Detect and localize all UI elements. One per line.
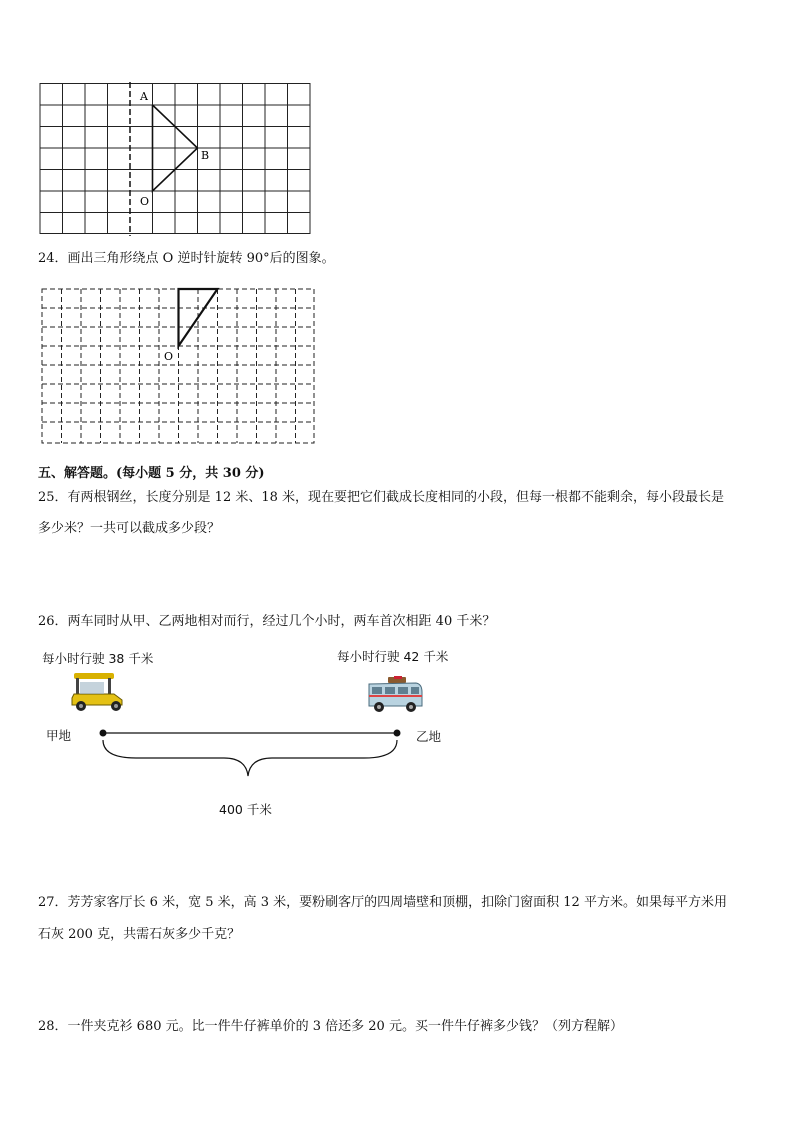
label-o: O xyxy=(164,350,174,363)
question-26-text: 26．两车同时从甲、乙两地相对而行，经过几个小时，两车首次相距 40 千米？ xyxy=(38,614,496,629)
rotation-grid-figure xyxy=(40,287,318,447)
question-27-line2: 石灰 200 克，共需石灰多少千克？ xyxy=(38,927,241,942)
distance-label: 400 千米 xyxy=(219,802,272,817)
label-a: A xyxy=(140,90,148,103)
question-28-text: 28．一件夹克衫 680 元。比一件牛仔裤单价的 3 倍还多 20 元。买一件牛仔裤多少钱？（列方程解） xyxy=(38,1019,623,1034)
place-right-label: 乙地 xyxy=(416,729,442,744)
grid-lines xyxy=(40,84,310,234)
question-24-text: 24．画出三角形绕点 O 逆时针旋转 90°后的图象。 xyxy=(38,251,335,266)
tuktuk-vehicle-icon xyxy=(70,672,126,712)
question-25-line2: 多少米？一共可以截成多少段？ xyxy=(38,521,221,536)
question-25-line1: 25．有两根钢丝，长度分别是 12 米、18 米，现在要把它们截成长度相同的小段，但每一根都不能剩余，每小段最长是 xyxy=(38,490,725,505)
label-o: O xyxy=(140,195,150,208)
van-vehicle-icon xyxy=(366,676,424,714)
distance-diagram xyxy=(96,724,406,784)
place-left-label: 甲地 xyxy=(46,728,72,743)
endpoint-left xyxy=(100,730,107,737)
section-title: 五、解答题。(每小题 5 分，共 30 分) xyxy=(38,466,265,481)
left-speed-label: 每小时行驶 38 千米 xyxy=(42,651,154,666)
reflection-grid-figure xyxy=(38,82,314,236)
right-speed-label: 每小时行驶 42 千米 xyxy=(337,649,449,664)
distance-brace xyxy=(103,740,397,776)
label-b: B xyxy=(201,149,210,162)
endpoint-right xyxy=(394,730,401,737)
question-27-line1: 27．芳芳家客厅长 6 米，宽 5 米，高 3 米，要粉刷客厅的四周墙壁和顶棚，扣除门窗面积 12 平方米。如果每平方米用 xyxy=(38,895,727,910)
